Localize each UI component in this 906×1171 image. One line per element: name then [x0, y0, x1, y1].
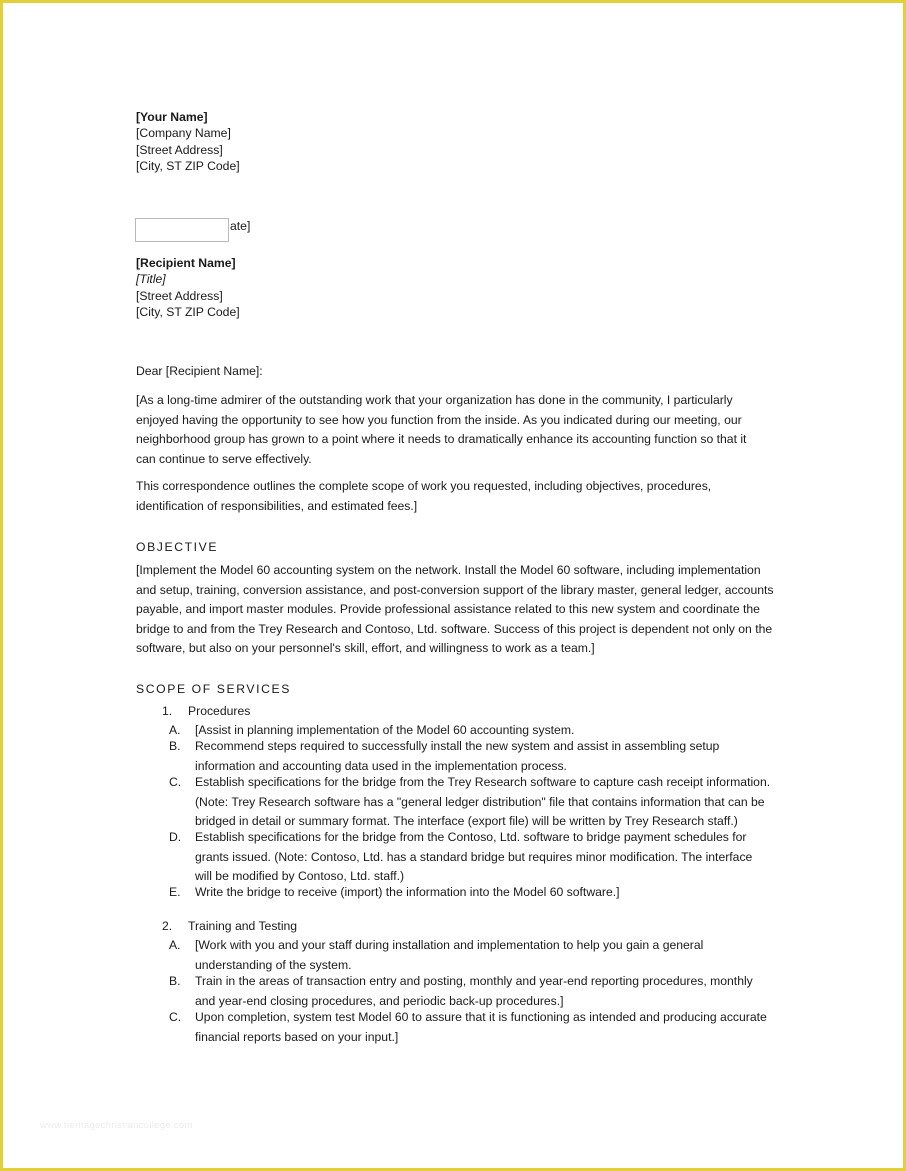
text-line: enjoyed having the opportunity to see how you function from the inside. As you indicated during our meeting, our: [136, 412, 742, 427]
objective-paragraph: [136, 561, 776, 659]
section-title: Procedures: [188, 704, 251, 718]
recipient-block: [136, 255, 240, 320]
text-line: bridged in detail or summary format. The interface (export file) will be written by Trey Research staff.): [195, 814, 738, 828]
text-line: This correspondence outlines the complete scope of work you requested, including objectives, procedures,: [136, 479, 712, 493]
intro-paragraph-2: [136, 477, 776, 516]
date-field[interactable]: [135, 218, 229, 242]
item-letter: A.: [169, 938, 181, 952]
sender-block: [136, 109, 240, 174]
text-line: [Implement the Model 60 accounting system on the network. Install the Model 60 software, including implementation: [136, 563, 761, 577]
text-line: can continue to serve effectively.: [136, 451, 312, 466]
text-line: Establish specifications for the bridge from the Contoso, Ltd. software to bridge payment schedules for: [195, 830, 747, 844]
item-letter: B.: [169, 974, 181, 988]
text-line: payable, and import master modules. Provide professional assistance related to this new system and coordinate the: [136, 602, 760, 616]
text-line: [Assist in planning implementation of the Model 60 accounting system.: [195, 723, 575, 737]
text-line: Establish specifications for the bridge from the Trey Research software to capture cash receipt information.: [195, 775, 771, 789]
watermark: www.heritagechristiancollege.com: [40, 1120, 193, 1131]
text-line: software, but also on your personnel's skill, effort, and willingness to work as a team.]: [136, 641, 595, 655]
text-line: bridge to and from the Trey Research and Contoso, Ltd. software. Success of this project is dependent not only on the: [136, 621, 773, 636]
item-letter: D.: [169, 830, 182, 844]
objective-heading: OBJECTIVE: [136, 540, 219, 554]
text-line: grants issued. (Note: Contoso, Ltd. has a standard bridge but requires minor modification. The interface: [195, 849, 753, 864]
text-line: Upon completion, system test Model 60 to assure that it is functioning as intended and producing accurate: [195, 1010, 767, 1024]
text-line: will be modified by Contoso, Ltd. staff.): [195, 869, 405, 883]
item-letter: C.: [169, 1010, 182, 1024]
text-line: Write the bridge to receive (import) the information into the Model 60 software.]: [195, 885, 620, 899]
item-letter: B.: [169, 739, 181, 753]
sender-street: [Street Address]: [136, 142, 223, 157]
recipient-city: [City, ST ZIP Code]: [136, 304, 240, 319]
text-line: information and accounting data used in the implementation process.: [195, 758, 567, 773]
text-line: (Note: Trey Research software has a "general ledger distribution" file that contains information that can be: [195, 794, 765, 809]
text-line: and year-end closing procedures, and periodic back-up procedures.]: [195, 993, 564, 1008]
text-line: [Work with you and your staff during installation and implementation to help you gain a general: [195, 938, 704, 952]
sender-company: [Company Name]: [136, 126, 231, 141]
section-title: Training and Testing: [188, 919, 298, 933]
item-letter: C.: [169, 775, 182, 789]
text-line: [As a long-time admirer of the outstanding work that your organization has done in the community, I particularly: [136, 393, 733, 407]
text-line: Train in the areas of transaction entry and posting, monthly and year-end reporting procedures, monthly: [195, 974, 753, 988]
text-line: neighborhood group has grown to a point where it needs to dramatically enhance its accounting function so that it: [136, 432, 747, 446]
intro-paragraph-1: [136, 391, 776, 469]
date-text: ate]: [230, 219, 251, 233]
recipient-street: [Street Address]: [136, 288, 223, 303]
recipient-title: [Title]: [136, 272, 166, 287]
sender-city: [City, ST ZIP Code]: [136, 158, 240, 173]
text-line: and setup, training, conversion assistance, and post-conversion support of the library master, general ledger, accounts: [136, 582, 774, 597]
item-letter: E.: [169, 885, 181, 899]
recipient-name: [Recipient Name]: [136, 256, 236, 270]
item-letter: A.: [169, 723, 181, 737]
section-number: 1.: [162, 704, 173, 718]
scope-heading: SCOPE OF SERVICES: [136, 682, 291, 696]
section-number: 2.: [162, 919, 173, 933]
text-line: identification of responsibilities, and estimated fees.]: [136, 498, 418, 513]
sender-name: [Your Name]: [136, 110, 208, 124]
text-line: Recommend steps required to successfully install the new system and assist in assembling setup: [195, 739, 720, 753]
text-line: understanding of the system.: [195, 957, 352, 972]
text-line: financial reports based on your input.]: [195, 1029, 399, 1044]
salutation: Dear [Recipient Name]:: [136, 364, 263, 378]
